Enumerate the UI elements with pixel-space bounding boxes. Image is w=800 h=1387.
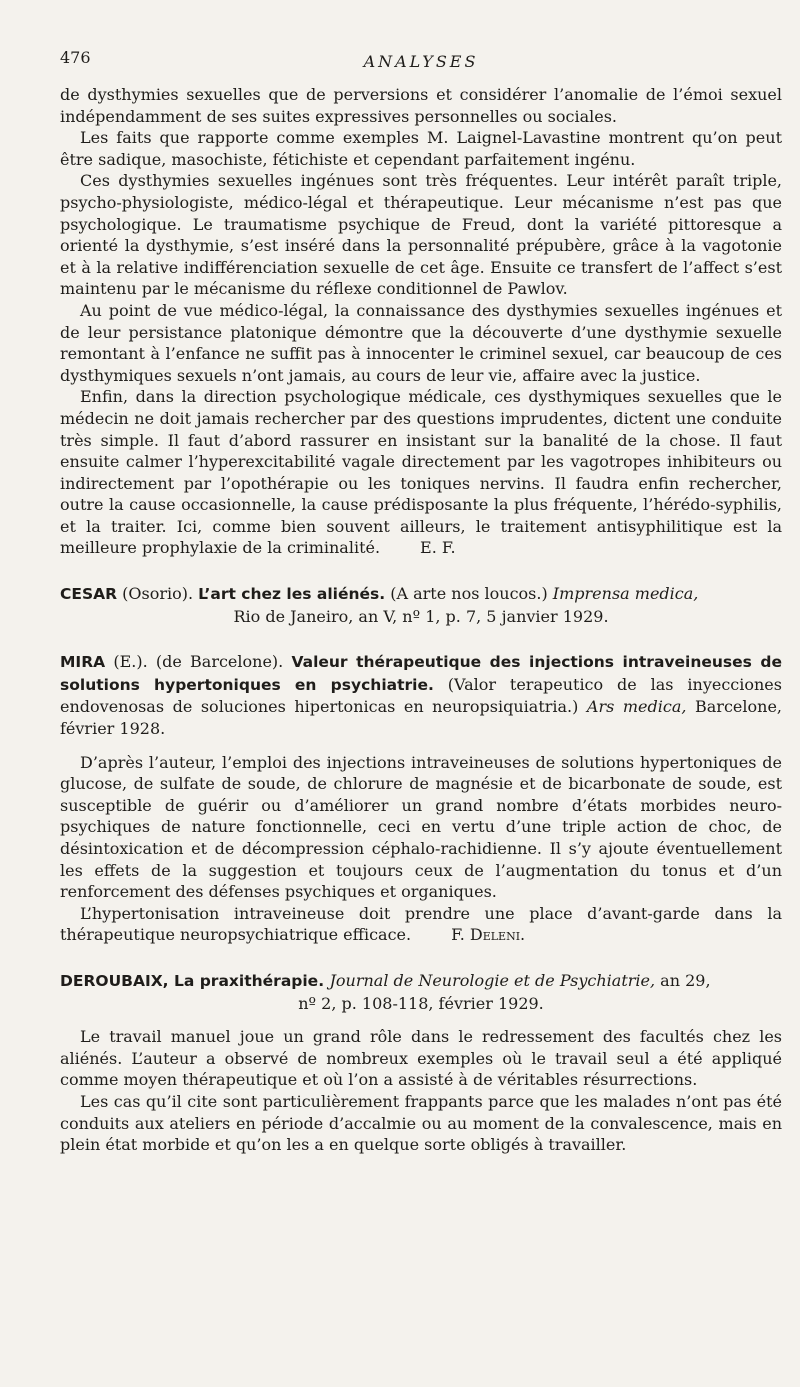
review-entry-cesar (60, 583, 782, 627)
entry-citation: an 29, (655, 970, 711, 990)
entry-subtitle: (Valor terapeutico de las inyecciones endovenosas de soluciones hipertonicas en neuropsiquiatria.) (60, 674, 782, 717)
entry-heading (60, 583, 782, 627)
page-header (60, 44, 782, 84)
paragraph: Le travail manuel joue un grand rôle dans le redressement des facultés chez les aliénés. L’auteur a observé de nombreux exemples où le travail seul a été appliqué comme moyen thérapeutique et où l’on a assisté à de véritables résurrections. (60, 1027, 782, 1090)
paragraph-text: Enfin, dans la direction psychologique médicale, ces dysthymiques sexuelles que le médecin ne doit jamais rechercher par des questions imprudentes, dictent une conduite très simple. Il faut d’abord rassurer en insistant sur la banalité de la chose. Il faut ensuite calmer l’hyperexcitabilité vagale directement par les vagotropes inhibiteurs ou indirectement par l’opothérapie ou les toniques nervins. Il faudra enfin rechercher, outre la cause occasionnelle, la cause prédisposante la plus fréquente, l’hérédo-syphilis, et la traiter. Ici, comme bien souvent ailleurs, le traitement antisyphilitique est la meilleure prophylaxie de la criminalité. (60, 387, 782, 558)
paragraph (60, 386, 782, 559)
running-title: ANALYSES (363, 52, 479, 71)
page-number: 476 (60, 48, 91, 67)
signature: F. Deleni. (451, 925, 526, 945)
entry-author-detail: (E.). (de Barcelone). (105, 652, 292, 672)
entry-title: L’art chez les aliénés. (198, 585, 386, 604)
paragraph: Au point de vue médico-légal, la connaissance des dysthymies sexuelles ingénues et de leur persistance platonique démontre que la découverte d’une dysthymie sexuelle remontant à l’enfance ne suffit pas à innocenter le criminel sexuel, car beaucoup de ces dysthymiques sexuels n’ont jamais, au cours de leur vie, affaire avec la justice. (60, 300, 782, 385)
entry-citation: Barcelone, février 1928. (60, 697, 782, 739)
entry-heading (60, 651, 782, 739)
entry-title: Valeur thérapeutique des injections intraveineuses de solutions hypertoniques en psychiatrie. (60, 653, 782, 694)
entry-citation: Rio de Janeiro, an V, nº 1, p. 7, 5 janvier 1929. (233, 606, 609, 626)
paragraph: Ces dysthymies sexuelles ingénues sont très fréquentes. Leur intérêt paraît triple, psycho-physiologiste, médico-légal et thérapeutique. Leur mécanisme n’est pas que psychologique. Le traumatisme psychique de Freud, dont la variété pittoresque a orienté la dysthymie, s’est inséré dans la personnalité prépubère, grâce à la vagotonie et à la relative indifférenciation sexuelle de cet âge. Ensuite ce transfert de l’affect s’est maintenu par le mécanisme du réflexe conditionnel de Pawlov. (60, 171, 782, 299)
paragraph (60, 903, 782, 946)
entry-subtitle: (A arte nos loucos.) (385, 584, 553, 604)
review-entry-deroubaix (60, 970, 782, 1156)
entry-author-detail: (Osorio). (117, 584, 199, 604)
entry-heading (60, 970, 782, 1014)
entry-author: DEROUBAIX, (60, 971, 169, 990)
entry-citation-continued: nº 2, p. 108-118, février 1929. (298, 993, 544, 1013)
entry-author: MIRA (60, 653, 106, 672)
paragraph-text: L’hypertonisation intraveineuse doit prendre une place d’avant-garde dans la thérapeutique neuropsychiatrique efficace. (60, 903, 782, 945)
entry-author: CESAR (60, 585, 118, 604)
signature: E. F. (420, 538, 456, 558)
review-entry-mira (60, 651, 782, 946)
entry-title: La praxithérapie. (168, 971, 330, 990)
paragraph: de dysthymies sexuelles que de perversions et considérer l’anomalie de l’émoi sexuel indépendamment de ses suites expressives personnelles ou sociales. (60, 85, 782, 126)
paragraph: Les cas qu’il cite sont particulièrement frappants parce que les malades n’ont pas été conduits aux ateliers en période d’accalmie ou au moment de la convalescence, mais en plein état morbide et qu’on les a en quelque sorte obligés à travailler. (60, 1091, 782, 1155)
intro-continuation (60, 84, 782, 559)
paragraph: D’après l’auteur, l’emploi des injections intraveineuses de solutions hypertoniques de glucose, de sulfate de soude, de chlorure de magnésie et de bicarbonate de soude, est susceptible de guérir ou d’améliorer un grand nombre d’états morbides neuro-psychiques de nature fonctionnelle, ceci en vertu d’une triple action de choc, de désintoxication et de décompression céphalo-rachidienne. Il s’y ajoute éventuellement les effets de la suggestion et toujours ceux de l’augmentation du tonus et d’un renforcement des défenses psychiques et organiques. (60, 752, 782, 902)
paragraph: Les faits que rapporte comme exemples M. Laignel-Lavastine montrent qu’on peut être sadique, masochiste, fétichiste et cependant parfaitement ingénu. (60, 128, 782, 169)
entry-journal: Imprensa medica, (552, 584, 699, 604)
entry-journal: Ars medica, (586, 697, 687, 717)
page (60, 44, 782, 1156)
entry-journal: Journal de Neurologie et de Psychiatrie, (329, 970, 656, 990)
